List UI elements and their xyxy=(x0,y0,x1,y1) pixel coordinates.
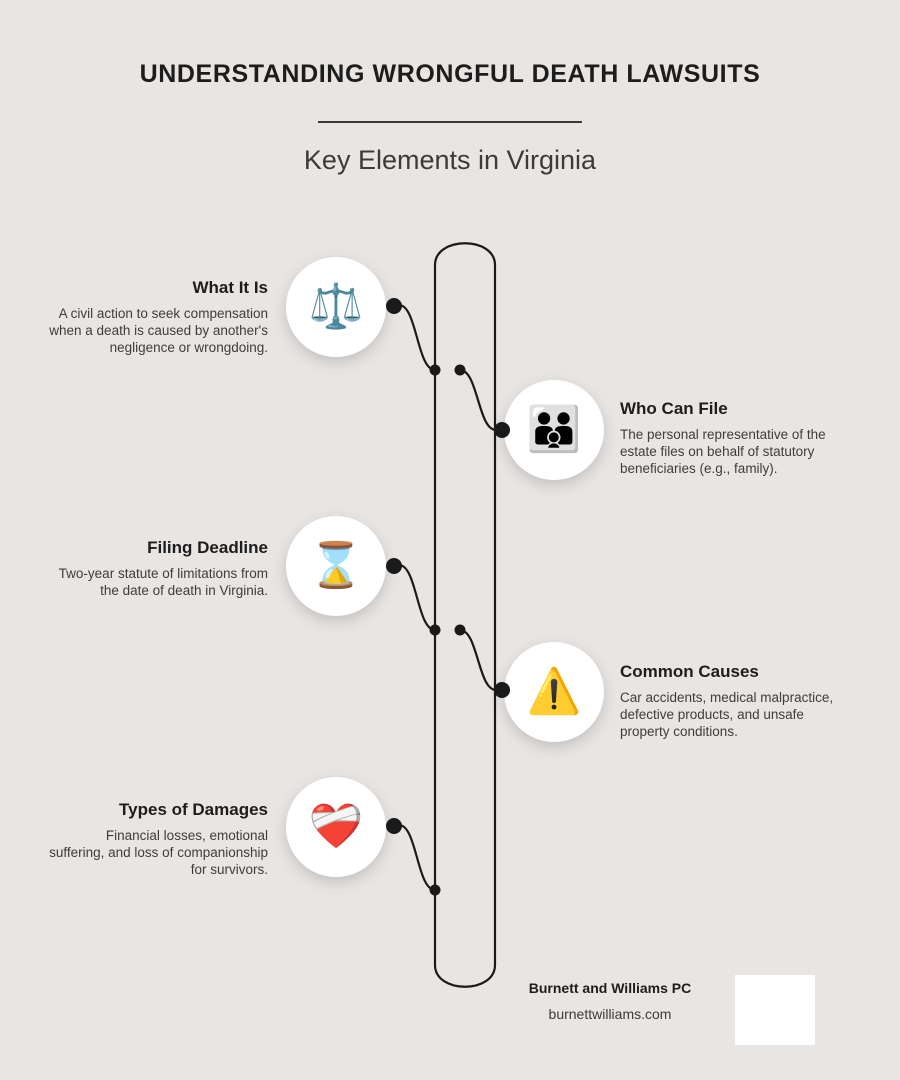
mending-heart-icon xyxy=(286,777,386,877)
scales-of-justice-icon xyxy=(286,257,386,357)
footer xyxy=(460,980,760,1022)
node-dot-types-of-damages xyxy=(383,815,411,843)
node-dot-who-can-file xyxy=(491,419,519,447)
page-title: UNDERSTANDING WRONGFUL DEATH LAWSUITS xyxy=(139,60,761,88)
family-icon xyxy=(504,380,604,480)
hourglass-glyph: ⌛ xyxy=(308,541,364,590)
mending-heart-glyph: ❤️‍🩹 xyxy=(308,802,364,851)
node-description: Car accidents, medical malpractice, defective products, and unsafe property conditions. xyxy=(620,690,834,739)
node-text-types-of-damages xyxy=(48,800,268,879)
family-glyph: 👪 xyxy=(526,405,582,454)
node-text-what-it-is xyxy=(48,278,268,357)
scales-of-justice-glyph: ⚖️ xyxy=(308,282,364,331)
node-title: What It Is xyxy=(192,278,268,297)
node-dot-what-it-is xyxy=(383,295,411,323)
node-title: Filing Deadline xyxy=(147,538,268,557)
header xyxy=(0,60,900,176)
node-dot-filing-deadline xyxy=(383,555,411,583)
node-description: Two-year statute of limitations from the date of death in Virginia. xyxy=(58,566,268,598)
node-description: The personal representative of the estate files on behalf of statutory beneficiaries (e.g., family). xyxy=(620,427,826,476)
node-title: Common Causes xyxy=(620,662,759,681)
node-text-who-can-file xyxy=(620,399,840,478)
firm-name: Burnett and Williams PC xyxy=(528,980,692,996)
node-title: Types of Damages xyxy=(119,800,268,819)
connector-spine xyxy=(400,230,530,1000)
hourglass-icon xyxy=(286,516,386,616)
logo-placeholder xyxy=(735,975,815,1045)
node-description: Financial losses, emotional suffering, and loss of companionship for survivors. xyxy=(49,828,268,877)
node-description: A civil action to seek compensation when a death is caused by another's negligence or wrongdoing. xyxy=(49,306,268,355)
node-text-filing-deadline xyxy=(48,538,268,600)
warning-triangle-glyph: ⚠️ xyxy=(526,667,582,716)
title-divider xyxy=(318,121,582,123)
page-subtitle: Key Elements in Virginia xyxy=(303,145,597,175)
node-text-common-causes xyxy=(620,662,840,741)
node-title: Who Can File xyxy=(620,399,728,418)
node-dot-common-causes xyxy=(491,679,519,707)
warning-triangle-icon xyxy=(504,642,604,742)
website-link[interactable]: burnettwilliams.com xyxy=(548,1006,672,1022)
